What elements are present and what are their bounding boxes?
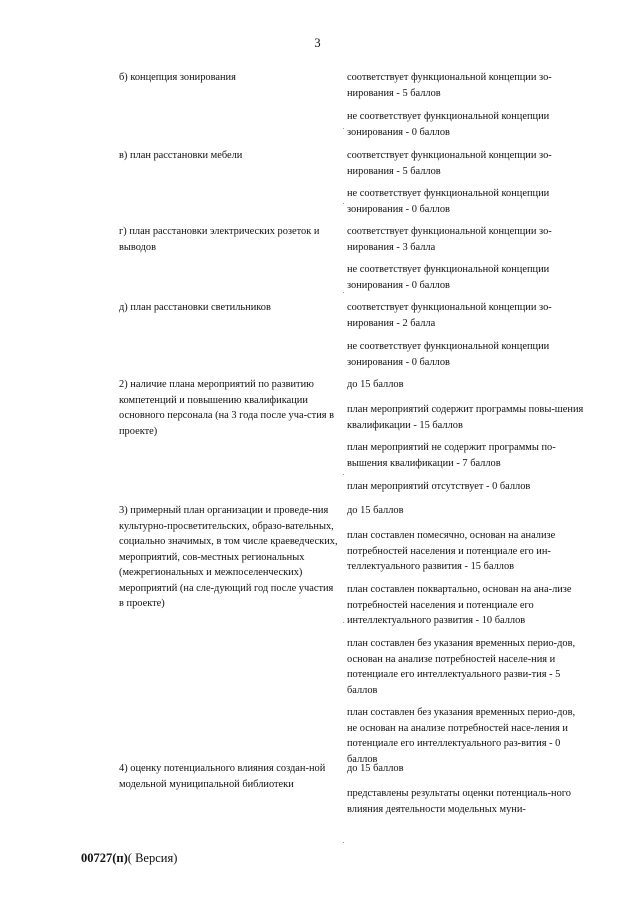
criterion-label: в) план расстановки мебели — [119, 150, 243, 161]
document-version: ( Версия) — [127, 851, 178, 865]
document-code-number: 00727(п) — [81, 851, 128, 865]
criterion-label: 4) оценку потенциального влияния создан-ной модельной муниципальной библиотеки — [119, 763, 326, 790]
scan-speck — [343, 128, 344, 129]
scan-speck — [343, 474, 344, 475]
criterion-score-text: соответствует функциональной концепции зо-нирования - 5 баллов — [347, 150, 552, 177]
scan-speck — [343, 203, 344, 204]
criterion-score-text: до 15 баллов — [347, 379, 404, 390]
criterion-label: б) концепция зонирования — [119, 72, 236, 83]
criterion-score-text: не соответствует функциональной концепции зонирования - 0 баллов — [347, 341, 550, 368]
criterion-score-text: не соответствует функциональной концепции зонирования - 0 баллов — [347, 111, 550, 138]
criterion-score-text: соответствует функциональной концепции зо-нирования - 5 баллов — [347, 72, 552, 99]
page-number: 3 — [314, 36, 321, 50]
criterion-score-text: план составлен без указания временных перио-дов, основан на анализе потребностей населе-ния и потенциале его интеллектуального разви-тия - 5 баллов — [347, 638, 576, 696]
criterion-score-text: план составлен без указания временных перио-дов, не основан на анализе потребностей насе-ления и потенциале его интеллектуального раз-вития - 0 баллов — [347, 707, 576, 765]
criterion-score-text: не соответствует функциональной концепции зонирования - 0 баллов — [347, 188, 550, 215]
criterion-score-text: план мероприятий содержит программы повы-шения квалификации - 15 баллов — [347, 404, 584, 431]
criterion-score-text: план составлен помесячно, основан на анализе потребностей населения и потенциале его ин-теллектуального развития - 15 баллов — [347, 530, 556, 572]
criterion-score-text: план мероприятий отсутствует - 0 баллов — [347, 481, 531, 492]
criterion-label: 2) наличие плана мероприятий по развитию компетенций и повышению квалификации основного персонала (на 3 года после уча-стия в проекте) — [119, 379, 335, 437]
criterion-score-text: соответствует функциональной концепции зо-нирования - 3 балла — [347, 226, 552, 253]
scan-speck — [343, 622, 344, 623]
criterion-label: д) план расстановки светильников — [119, 302, 271, 313]
criterion-score-text: соответствует функциональной концепции зо-нирования - 2 балла — [347, 302, 552, 329]
criterion-label: 3) примерный план организации и проведе-ния культурно-просветительских, образо-вательных, социально значимых, в том числе краеведческих, мероприятий, сов-местных региональных (межрегиональных и межпоселенческих) мероприятий (на сле-дующий год после участия в проекте) — [119, 505, 338, 609]
criterion-score-text: план мероприятий не содержит программы по-вышения квалификации - 7 баллов — [347, 442, 556, 469]
scan-speck — [343, 292, 344, 293]
document-code — [81, 851, 177, 866]
criterion-score-text: не соответствует функциональной концепции зонирования - 0 баллов — [347, 264, 550, 291]
criterion-score-text: до 15 баллов — [347, 505, 404, 516]
criterion-score-text: план составлен поквартально, основан на ана-лизе потребностей населения и потенциале его интеллектуального развития - 10 баллов — [347, 584, 572, 626]
criterion-score-text: до 15 баллов — [347, 763, 404, 774]
criterion-label: г) план расстановки электрических розеток и выводов — [119, 226, 320, 253]
scan-speck — [343, 842, 344, 843]
criterion-score-text: представлены результаты оценки потенциаль-ного влияния деятельности модельных муни- — [347, 788, 571, 815]
